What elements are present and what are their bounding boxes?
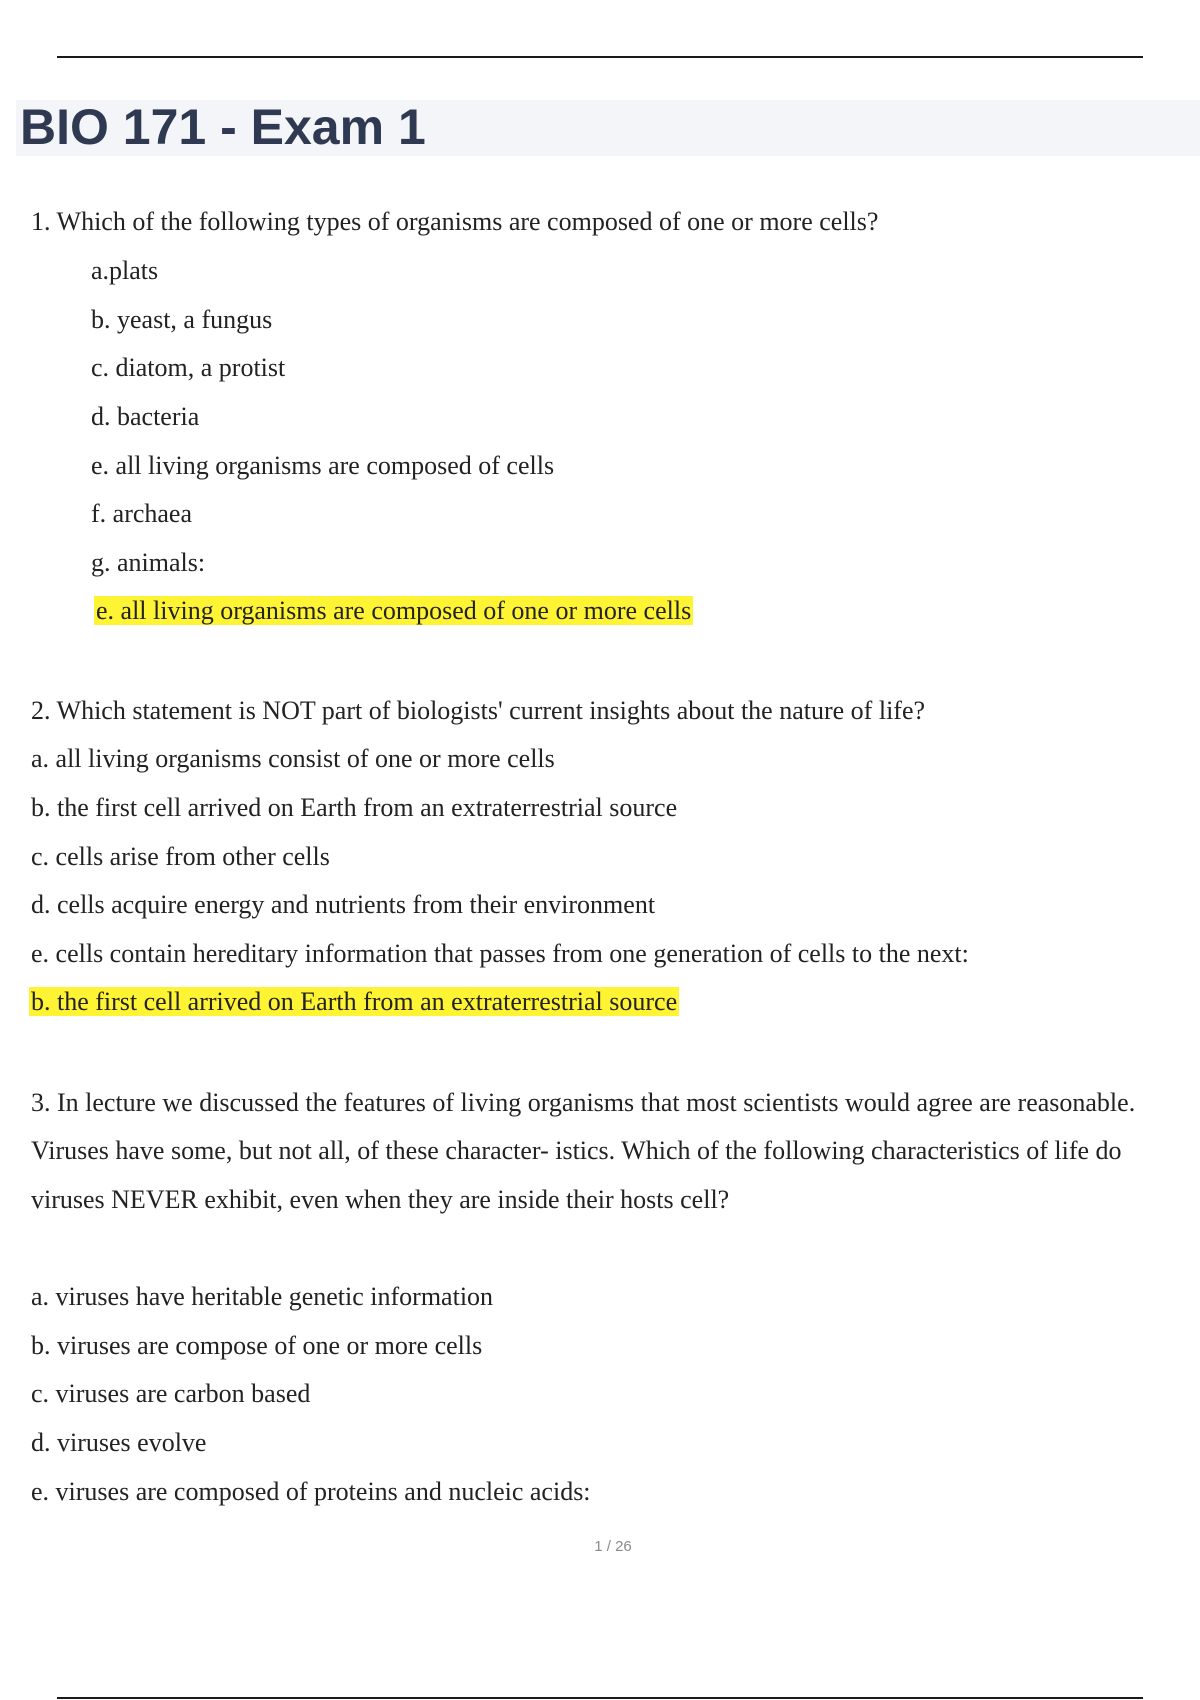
bottom-rule: [57, 1697, 1143, 1699]
answer-highlight: b. the first cell arrived on Earth from an extraterrestrial source: [31, 987, 678, 1016]
page-number: 1 / 26: [594, 1538, 632, 1555]
question-2-text: 2. Which statement is NOT part of biologists' current insights about the nature of life?: [31, 696, 926, 725]
question-1-option-e: e. all living organisms are composed of cells: [91, 451, 555, 480]
question-3-text-line-1: 3. In lecture we discussed the features of living organisms that most scientists would agree are reasonable.: [31, 1088, 1136, 1117]
question-2-option-c: c. cells arise from other cells: [31, 842, 330, 871]
question-3-option-a: a. viruses have heritable genetic information: [31, 1282, 494, 1311]
question-3-text-line-3: viruses NEVER exhibit, even when they are inside their hosts cell?: [31, 1185, 730, 1214]
question-2-option-d: d. cells acquire energy and nutrients from their environment: [31, 890, 656, 919]
question-1-option-g: g. animals:: [91, 548, 206, 577]
document-title: BIO 171 - Exam 1: [20, 99, 426, 155]
question-1-option-d: d. bacteria: [91, 402, 200, 431]
question-3-option-b: b. viruses are compose of one or more cells: [31, 1331, 483, 1360]
question-2-option-e: e. cells contain hereditary information that passes from one generation of cells to the next:: [31, 939, 969, 968]
question-3-option-e: e. viruses are composed of proteins and nucleic acids:: [31, 1477, 591, 1506]
answer-highlight: e. all living organisms are composed of one or more cells: [96, 596, 692, 625]
top-rule: [57, 56, 1143, 58]
question-3-option-d: d. viruses evolve: [31, 1428, 207, 1457]
question-3-text-line-2: Viruses have some, but not all, of these character- istics. Which of the following characteristics of life do: [31, 1136, 1122, 1165]
question-1-answer: [94, 593, 693, 629]
question-1-option-f: f. archaea: [91, 499, 193, 528]
question-1-option-a: a.plats: [91, 256, 159, 285]
question-2-option-a: a. all living organisms consist of one or more cells: [31, 744, 555, 773]
question-3-option-c: c. viruses are carbon based: [31, 1379, 311, 1408]
question-2-option-b: b. the first cell arrived on Earth from an extraterrestrial source: [31, 793, 678, 822]
question-1-option-b: b. yeast, a fungus: [91, 305, 273, 334]
question-2-answer: [29, 984, 679, 1020]
question-1-option-c: c. diatom, a protist: [91, 353, 286, 382]
question-1-text: 1. Which of the following types of organisms are composed of one or more cells?: [31, 207, 879, 236]
